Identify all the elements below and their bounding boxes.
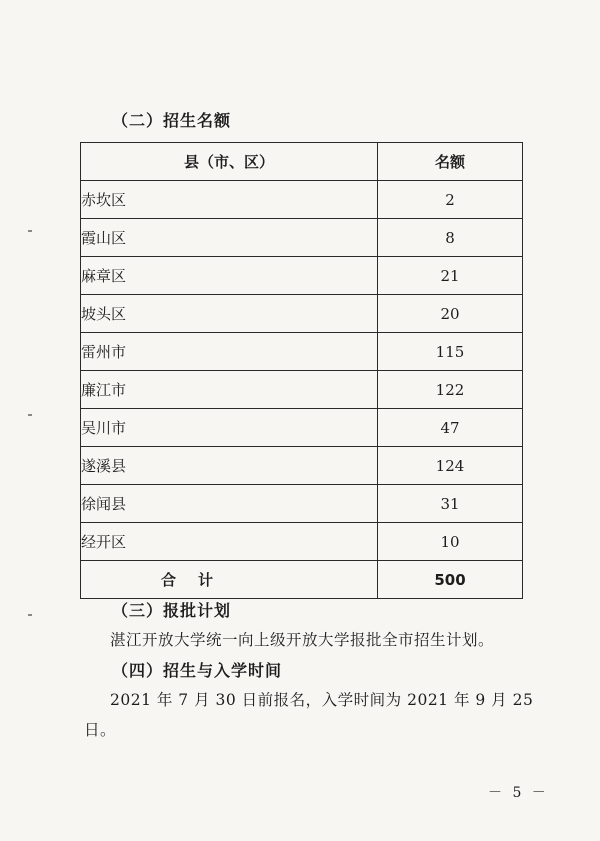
county-column-header: 县（市、区） bbox=[81, 143, 378, 181]
county-cell: 吴川市 bbox=[81, 409, 378, 447]
section-heading-enrollment-quota: （二）招生名额 bbox=[112, 111, 232, 130]
county-cell: 麻章区 bbox=[81, 257, 378, 295]
quota-cell: 8 bbox=[378, 219, 523, 257]
page-number: － 5 － bbox=[488, 785, 549, 801]
binding-mark bbox=[28, 230, 32, 232]
table-row bbox=[81, 257, 523, 295]
table-header-row bbox=[81, 143, 523, 181]
quota-cell: 47 bbox=[378, 409, 523, 447]
binding-mark bbox=[28, 414, 32, 416]
binding-mark bbox=[28, 614, 32, 616]
table-row bbox=[81, 219, 523, 257]
table-total-row bbox=[81, 561, 523, 599]
quota-cell: 21 bbox=[378, 257, 523, 295]
county-cell: 徐闻县 bbox=[81, 485, 378, 523]
county-cell: 坡头区 bbox=[81, 295, 378, 333]
quota-cell: 122 bbox=[378, 371, 523, 409]
county-cell: 霞山区 bbox=[81, 219, 378, 257]
enrollment-time-paragraph-line1: 2021 年 7 月 30 日前报名，入学时间为 2021 年 9 月 25 bbox=[110, 691, 534, 709]
quota-cell: 10 bbox=[378, 523, 523, 561]
county-cell: 经开区 bbox=[81, 523, 378, 561]
table-row bbox=[81, 447, 523, 485]
county-cell: 遂溪县 bbox=[81, 447, 378, 485]
total-value-cell: 500 bbox=[378, 561, 523, 599]
table-row bbox=[81, 333, 523, 371]
table-row bbox=[81, 295, 523, 333]
table-row bbox=[81, 523, 523, 561]
county-cell: 雷州市 bbox=[81, 333, 378, 371]
enrollment-time-paragraph-line2: 日。 bbox=[84, 721, 117, 739]
total-label-cell: 合计 bbox=[81, 561, 378, 599]
quota-cell: 31 bbox=[378, 485, 523, 523]
table-row bbox=[81, 371, 523, 409]
section-heading-approval-plan: （三）报批计划 bbox=[112, 601, 232, 620]
section-heading-enrollment-time: （四）招生与入学时间 bbox=[112, 661, 283, 680]
quota-cell: 20 bbox=[378, 295, 523, 333]
county-cell: 廉江市 bbox=[81, 371, 378, 409]
quota-cell: 124 bbox=[378, 447, 523, 485]
table-row bbox=[81, 409, 523, 447]
county-cell: 赤坎区 bbox=[81, 181, 378, 219]
approval-plan-paragraph: 湛江开放大学统一向上级开放大学报批全市招生计划。 bbox=[110, 631, 495, 649]
quota-cell: 2 bbox=[378, 181, 523, 219]
enrollment-quota-table bbox=[80, 142, 523, 599]
table-row bbox=[81, 485, 523, 523]
table-row bbox=[81, 181, 523, 219]
quota-cell: 115 bbox=[378, 333, 523, 371]
quota-column-header: 名额 bbox=[378, 143, 523, 181]
